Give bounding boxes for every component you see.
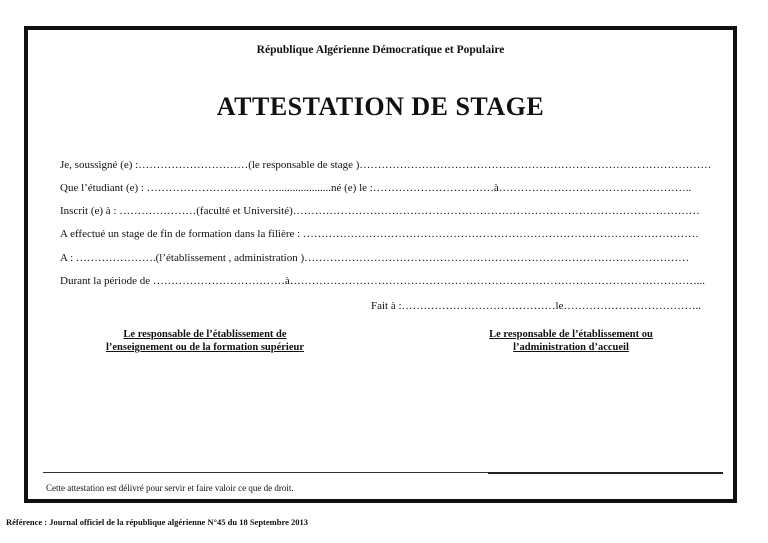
signature-right	[421, 328, 721, 354]
field-filiere: A effectué un stage de fin de formation dans la filière : ………………………………………………………………………………………………	[60, 228, 699, 240]
field-etablissement: A : ………………….(l’établissement , administration )……………………………………………………………………………………………	[60, 252, 690, 264]
field-periode: Durant la période de ………………………………à…………………………………………………………………………………………………...	[60, 275, 705, 287]
signature-right-line2: l’administration d’accueil	[513, 342, 629, 353]
footer-note: Cette attestation est délivré pour servir et faire valoir ce que de droit.	[46, 483, 294, 493]
reference-note: Référence : Journal officiel de la république algérienne N°45 du 18 Septembre 2013	[6, 517, 308, 527]
attestation-frame	[24, 26, 737, 503]
signature-left-line2: l’enseignement ou de la formation supérieur	[105, 342, 305, 353]
fait-a-line: Fait à :……………………………………le………………………………..	[371, 300, 701, 312]
field-inscrit: Inscrit (e) à : …………………(faculté et Université)…………………………………………………………………………………………………	[60, 205, 700, 217]
republic-heading: République Algérienne Démocratique et Populaire	[256, 44, 505, 56]
signature-left-line1: Le responsable de l’établissement de	[123, 329, 287, 340]
field-etudiant: Que l’étudiant (e) : ………………………………...................né (e) le :……………………………à……………………………………………..	[60, 182, 692, 194]
page-title: ATTESTATION DE STAGE	[216, 92, 545, 121]
field-responsable: Je, soussigné (e) :…………………………(le responsable de stage )……………………………………………………………………………………	[60, 159, 712, 171]
signature-left	[55, 328, 355, 354]
signature-right-line1: Le responsable de l’établissement ou	[489, 329, 653, 340]
footer-divider-thick	[488, 472, 723, 474]
